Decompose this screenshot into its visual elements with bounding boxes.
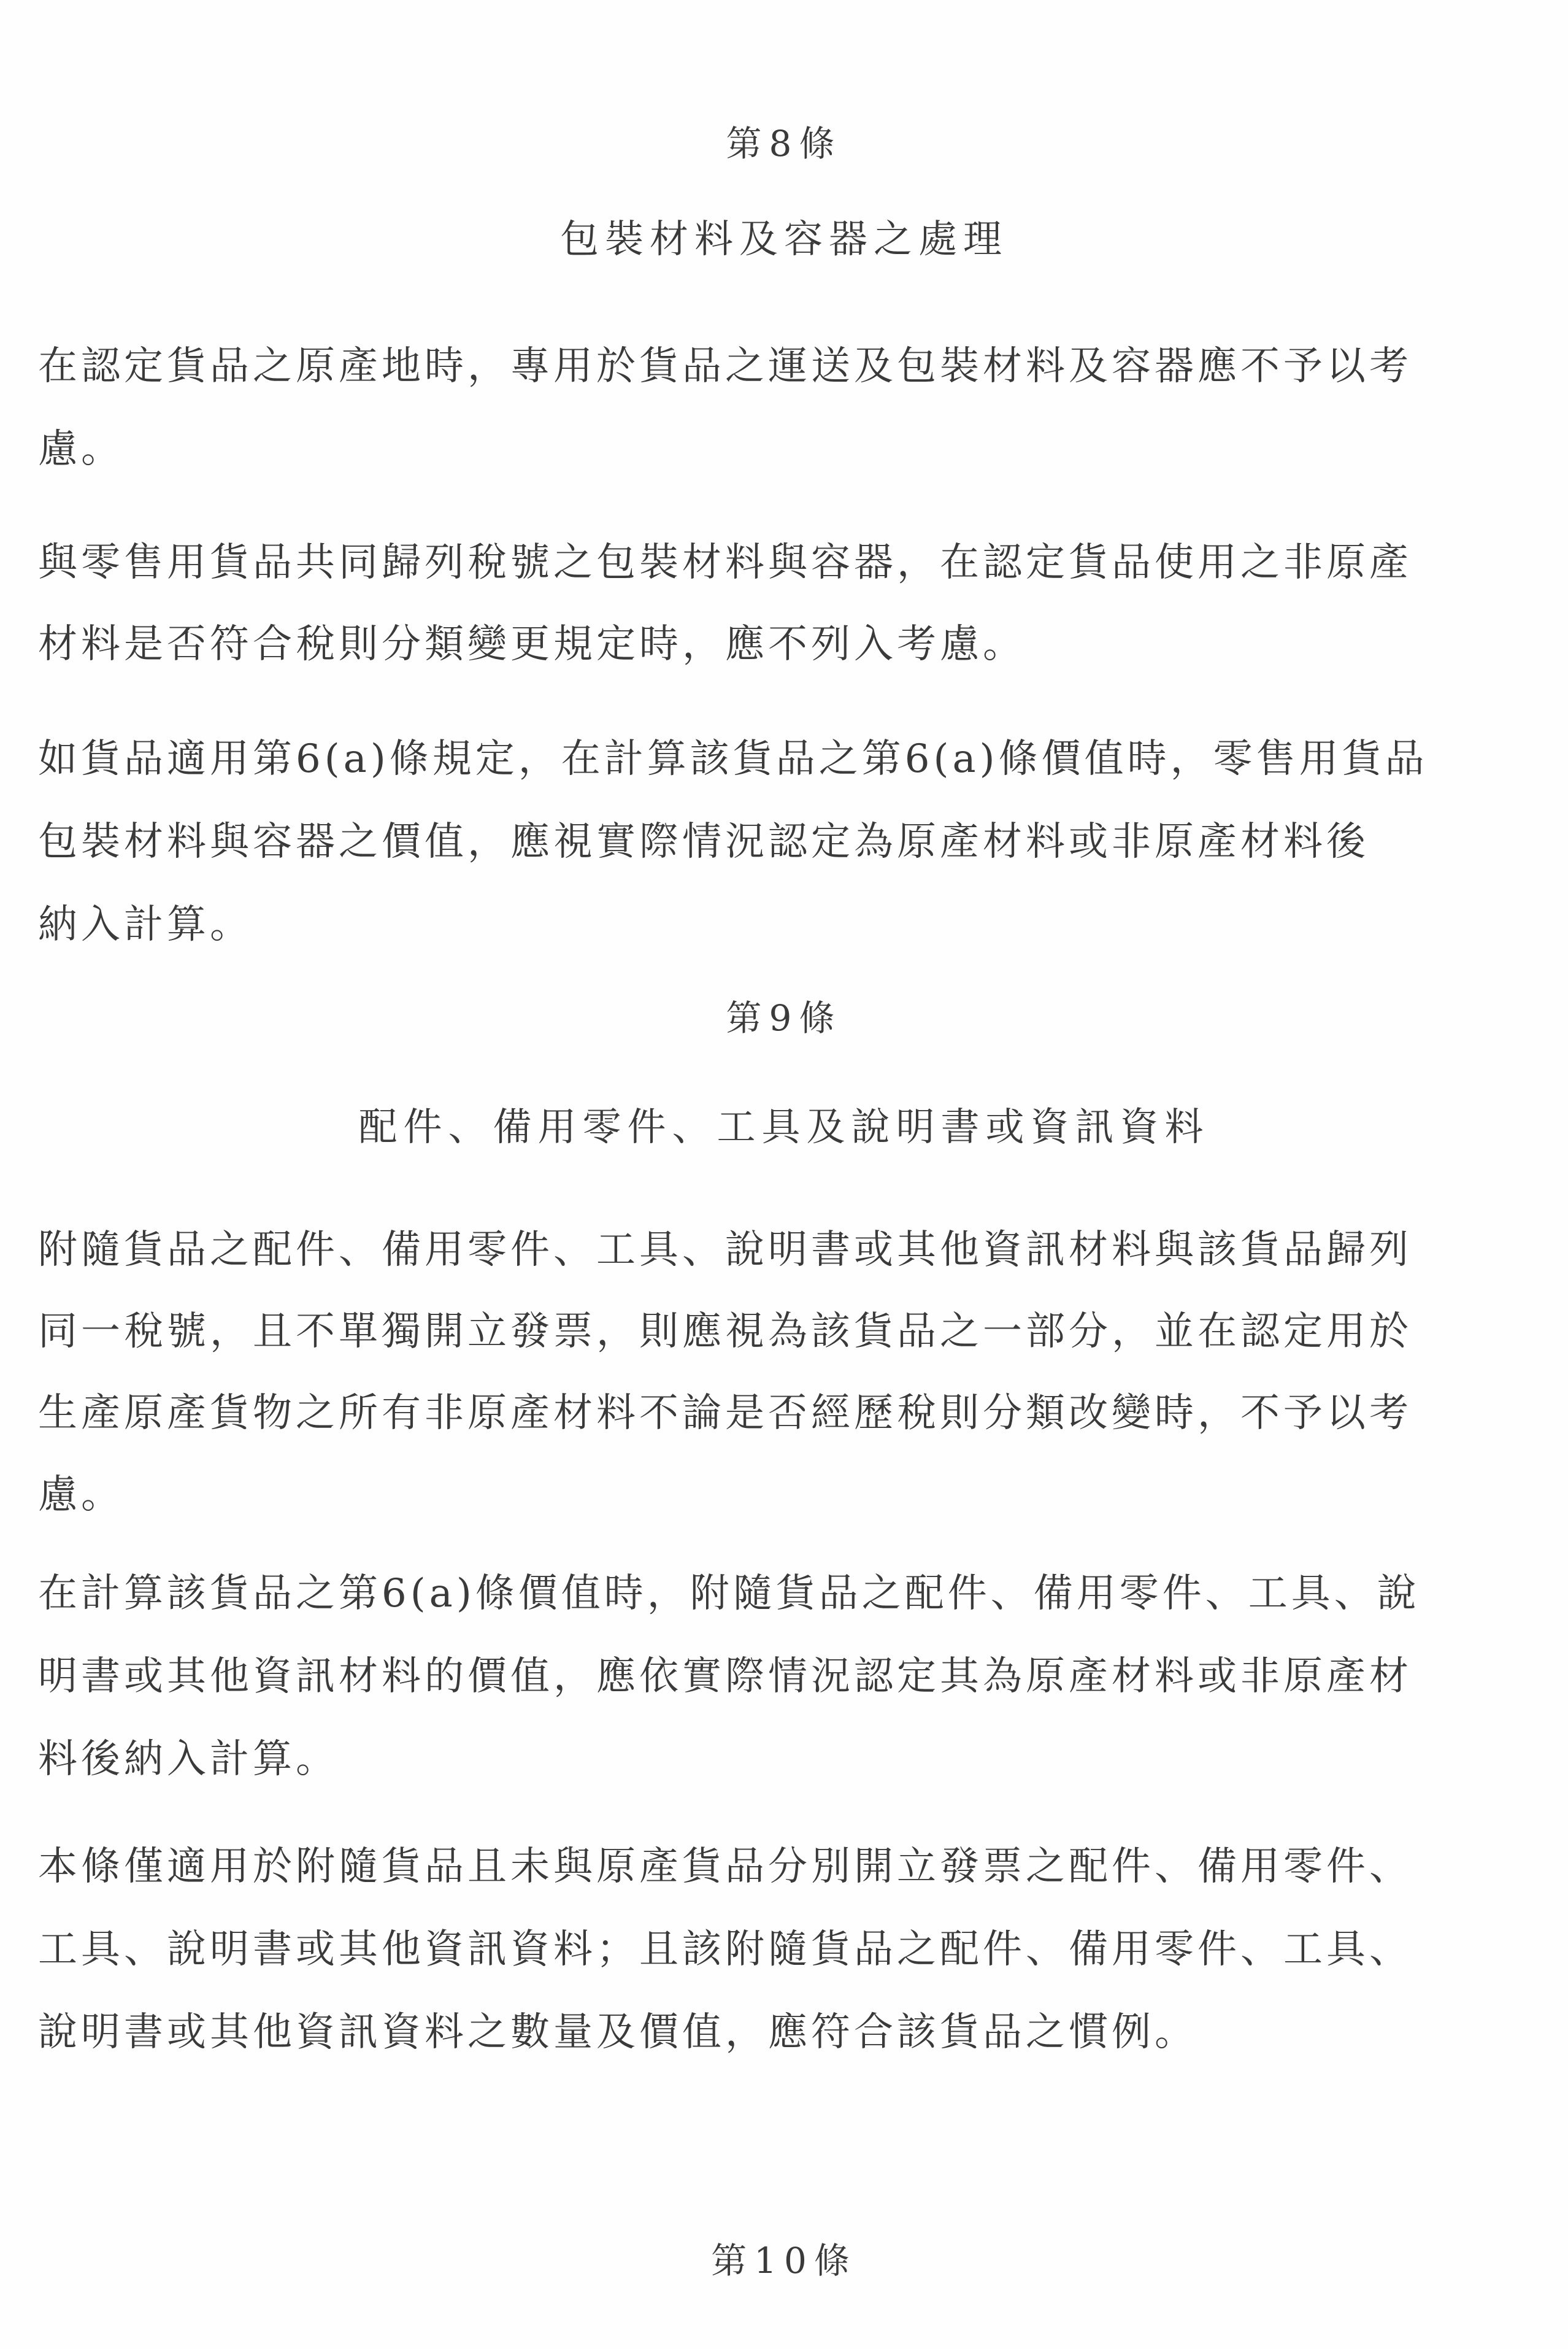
article-8-paragraph-1-line-1: 在認定貨品之原產地時，專用於貨品之運送及包裝材料及容器應不予以考 <box>38 344 1412 389</box>
article-9-title: 配件、備用零件、工具及說明書或資訊資料 <box>358 1105 1210 1149</box>
article-8-paragraph-1-line-2: 慮。 <box>38 426 124 472</box>
article-8-paragraph-2-line-1: 與零售用貨品共同歸列稅號之包裝材料與容器，在認定貨品使用之非原產 <box>38 540 1412 585</box>
article-9-paragraph-3-line-1: 本條僅適用於附隨貨品且未與原產貨品分別開立發票之配件、備用零件、 <box>38 1844 1412 1889</box>
article-9-paragraph-3-line-2: 工具、說明書或其他資訊資料；且該附隨貨品之配件、備用零件、工具、 <box>38 1927 1412 1972</box>
article-9-paragraph-1-line-4: 慮。 <box>38 1472 124 1518</box>
article-8-paragraph-3-line-3: 納入計算。 <box>38 902 253 947</box>
article-9-paragraph-1-line-3: 生產原產貨物之所有非原產材料不論是否經歷稅則分類改變時，不予以考 <box>38 1390 1412 1436</box>
article-8-paragraph-3-line-2: 包裝材料與容器之價值，應視實際情況認定為原產材料或非原產材料後 <box>38 819 1369 865</box>
article-9-paragraph-1-line-2: 同一稅號，且不單獨開立發票，則應視為該貨品之一部分，並在認定用於 <box>38 1309 1412 1354</box>
article-9-paragraph-1-line-1: 附隨貨品之配件、備用零件、工具、說明書或其他資訊材料與該貨品歸列 <box>38 1227 1412 1273</box>
article-9-paragraph-2-line-3: 料後納入計算。 <box>38 1737 339 1782</box>
article-8-paragraph-3-line-1: 如貨品適用第6(a)條規定，在計算該貨品之第6(a)條價值時，零售用貨品 <box>38 736 1428 782</box>
article-9-paragraph-2-line-2: 明書或其他資訊材料的價值，應依實際情況認定其為原產材料或非原產材 <box>38 1654 1412 1699</box>
article-9-paragraph-3-line-3: 說明書或其他資訊資料之數量及價值，應符合該貨品之慣例。 <box>38 2010 1197 2055</box>
article-9-number-heading: 第9條 <box>726 997 842 1039</box>
article-8-title: 包裝材料及容器之處理 <box>560 217 1008 261</box>
article-8-number-heading: 第8條 <box>726 123 842 164</box>
article-8-paragraph-2-line-2: 材料是否符合稅則分類變更規定時，應不列入考慮。 <box>38 622 1026 667</box>
article-10-number-heading: 第10條 <box>711 2240 857 2282</box>
article-9-paragraph-2-line-1: 在計算該貨品之第6(a)條價值時，附隨貨品之配件、備用零件、工具、說 <box>38 1571 1420 1616</box>
